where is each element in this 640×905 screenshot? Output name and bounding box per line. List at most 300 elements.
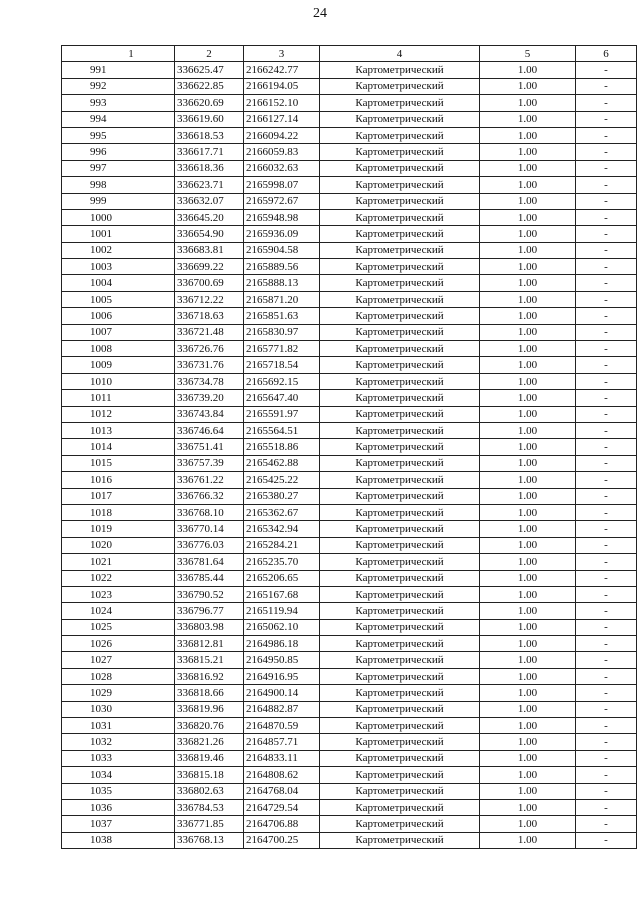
x-coordinate-cell: 336746.64 — [175, 422, 244, 438]
point-number-cell: 1005 — [62, 291, 175, 307]
point-number-cell: 1022 — [62, 570, 175, 586]
accuracy-cell: 1.00 — [480, 95, 576, 111]
y-coordinate-cell: 2165284.21 — [244, 537, 320, 553]
note-cell: - — [576, 799, 637, 815]
header-cell-2: 2 — [175, 46, 244, 62]
y-coordinate-cell: 2165889.56 — [244, 259, 320, 275]
method-cell: Картометрический — [320, 832, 480, 848]
point-number-cell: 1008 — [62, 341, 175, 357]
point-number-cell: 1009 — [62, 357, 175, 373]
method-cell: Картометрический — [320, 799, 480, 815]
method-cell: Картометрический — [320, 570, 480, 586]
note-cell: - — [576, 718, 637, 734]
method-cell: Картометрический — [320, 341, 480, 357]
table-row — [62, 537, 637, 553]
note-cell: - — [576, 586, 637, 602]
table-row — [62, 685, 637, 701]
accuracy-cell: 1.00 — [480, 193, 576, 209]
table-row — [62, 226, 637, 242]
point-number-cell: 1006 — [62, 308, 175, 324]
y-coordinate-cell: 2165362.67 — [244, 504, 320, 520]
point-number-cell: 1012 — [62, 406, 175, 422]
point-number-cell: 1011 — [62, 390, 175, 406]
x-coordinate-cell: 336654.90 — [175, 226, 244, 242]
method-cell: Картометрический — [320, 259, 480, 275]
method-cell: Картометрический — [320, 619, 480, 635]
accuracy-cell: 1.00 — [480, 799, 576, 815]
accuracy-cell: 1.00 — [480, 259, 576, 275]
table-row — [62, 324, 637, 340]
table-row — [62, 111, 637, 127]
x-coordinate-cell: 336622.85 — [175, 78, 244, 94]
table-row — [62, 783, 637, 799]
y-coordinate-cell: 2165342.94 — [244, 521, 320, 537]
method-cell: Картометрический — [320, 652, 480, 668]
table-row — [62, 750, 637, 766]
x-coordinate-cell: 336718.63 — [175, 308, 244, 324]
accuracy-cell: 1.00 — [480, 357, 576, 373]
y-coordinate-cell: 2164729.54 — [244, 799, 320, 815]
point-number-cell: 992 — [62, 78, 175, 94]
x-coordinate-cell: 336820.76 — [175, 718, 244, 734]
table-row — [62, 373, 637, 389]
accuracy-cell: 1.00 — [480, 750, 576, 766]
x-coordinate-cell: 336625.47 — [175, 62, 244, 78]
accuracy-cell: 1.00 — [480, 554, 576, 570]
note-cell: - — [576, 242, 637, 258]
x-coordinate-cell: 336699.22 — [175, 259, 244, 275]
method-cell: Картометрический — [320, 767, 480, 783]
point-number-cell: 1038 — [62, 832, 175, 848]
note-cell: - — [576, 636, 637, 652]
y-coordinate-cell: 2165380.27 — [244, 488, 320, 504]
x-coordinate-cell: 336761.22 — [175, 472, 244, 488]
header-cell-4: 4 — [320, 46, 480, 62]
table-row — [62, 259, 637, 275]
note-cell: - — [576, 341, 637, 357]
x-coordinate-cell: 336781.64 — [175, 554, 244, 570]
y-coordinate-cell: 2165972.67 — [244, 193, 320, 209]
accuracy-cell: 1.00 — [480, 701, 576, 717]
method-cell: Картометрический — [320, 144, 480, 160]
note-cell: - — [576, 160, 637, 176]
note-cell: - — [576, 652, 637, 668]
note-cell: - — [576, 816, 637, 832]
point-number-cell: 1013 — [62, 422, 175, 438]
accuracy-cell: 1.00 — [480, 832, 576, 848]
accuracy-cell: 1.00 — [480, 209, 576, 225]
x-coordinate-cell: 336796.77 — [175, 603, 244, 619]
x-coordinate-cell: 336802.63 — [175, 783, 244, 799]
accuracy-cell: 1.00 — [480, 767, 576, 783]
accuracy-cell: 1.00 — [480, 668, 576, 684]
x-coordinate-cell: 336721.48 — [175, 324, 244, 340]
note-cell: - — [576, 455, 637, 471]
x-coordinate-cell: 336816.92 — [175, 668, 244, 684]
table-row — [62, 62, 637, 78]
method-cell: Картометрический — [320, 439, 480, 455]
note-cell: - — [576, 734, 637, 750]
point-number-cell: 1029 — [62, 685, 175, 701]
note-cell: - — [576, 750, 637, 766]
note-cell: - — [576, 685, 637, 701]
x-coordinate-cell: 336821.26 — [175, 734, 244, 750]
x-coordinate-cell: 336819.46 — [175, 750, 244, 766]
y-coordinate-cell: 2165647.40 — [244, 390, 320, 406]
note-cell: - — [576, 554, 637, 570]
table-row — [62, 160, 637, 176]
method-cell: Картометрический — [320, 537, 480, 553]
accuracy-cell: 1.00 — [480, 455, 576, 471]
method-cell: Картометрический — [320, 718, 480, 734]
header-cell-1: 1 — [62, 46, 175, 62]
x-coordinate-cell: 336784.53 — [175, 799, 244, 815]
method-cell: Картометрический — [320, 521, 480, 537]
x-coordinate-cell: 336623.71 — [175, 177, 244, 193]
y-coordinate-cell: 2164768.04 — [244, 783, 320, 799]
table-row — [62, 734, 637, 750]
accuracy-cell: 1.00 — [480, 783, 576, 799]
point-number-cell: 1025 — [62, 619, 175, 635]
note-cell: - — [576, 209, 637, 225]
note-cell: - — [576, 357, 637, 373]
x-coordinate-cell: 336632.07 — [175, 193, 244, 209]
y-coordinate-cell: 2165692.15 — [244, 373, 320, 389]
y-coordinate-cell: 2165718.54 — [244, 357, 320, 373]
note-cell: - — [576, 390, 637, 406]
point-number-cell: 1020 — [62, 537, 175, 553]
accuracy-cell: 1.00 — [480, 373, 576, 389]
accuracy-cell: 1.00 — [480, 472, 576, 488]
point-number-cell: 1033 — [62, 750, 175, 766]
table-row — [62, 308, 637, 324]
x-coordinate-cell: 336700.69 — [175, 275, 244, 291]
y-coordinate-cell: 2164833.11 — [244, 750, 320, 766]
note-cell: - — [576, 275, 637, 291]
table-row — [62, 718, 637, 734]
point-number-cell: 1000 — [62, 209, 175, 225]
accuracy-cell: 1.00 — [480, 619, 576, 635]
note-cell: - — [576, 832, 637, 848]
point-number-cell: 997 — [62, 160, 175, 176]
note-cell: - — [576, 308, 637, 324]
y-coordinate-cell: 2166242.77 — [244, 62, 320, 78]
accuracy-cell: 1.00 — [480, 78, 576, 94]
point-number-cell: 1035 — [62, 783, 175, 799]
accuracy-cell: 1.00 — [480, 144, 576, 160]
accuracy-cell: 1.00 — [480, 62, 576, 78]
note-cell: - — [576, 324, 637, 340]
note-cell: - — [576, 701, 637, 717]
note-cell: - — [576, 127, 637, 143]
accuracy-cell: 1.00 — [480, 504, 576, 520]
accuracy-cell: 1.00 — [480, 390, 576, 406]
point-number-cell: 1024 — [62, 603, 175, 619]
method-cell: Картометрический — [320, 750, 480, 766]
point-number-cell: 1037 — [62, 816, 175, 832]
note-cell: - — [576, 537, 637, 553]
point-number-cell: 1014 — [62, 439, 175, 455]
table-row — [62, 767, 637, 783]
method-cell: Картометрический — [320, 734, 480, 750]
accuracy-cell: 1.00 — [480, 422, 576, 438]
method-cell: Картометрический — [320, 308, 480, 324]
x-coordinate-cell: 336645.20 — [175, 209, 244, 225]
method-cell: Картометрический — [320, 504, 480, 520]
table-row — [62, 455, 637, 471]
accuracy-cell: 1.00 — [480, 308, 576, 324]
point-number-cell: 1021 — [62, 554, 175, 570]
point-number-cell: 1026 — [62, 636, 175, 652]
method-cell: Картометрический — [320, 668, 480, 684]
y-coordinate-cell: 2165235.70 — [244, 554, 320, 570]
note-cell: - — [576, 111, 637, 127]
point-number-cell: 1004 — [62, 275, 175, 291]
accuracy-cell: 1.00 — [480, 226, 576, 242]
method-cell: Картометрический — [320, 78, 480, 94]
method-cell: Картометрический — [320, 554, 480, 570]
y-coordinate-cell: 2166032.63 — [244, 160, 320, 176]
x-coordinate-cell: 336803.98 — [175, 619, 244, 635]
table-row — [62, 832, 637, 848]
y-coordinate-cell: 2164882.87 — [244, 701, 320, 717]
method-cell: Картометрический — [320, 324, 480, 340]
table-row — [62, 570, 637, 586]
x-coordinate-cell: 336819.96 — [175, 701, 244, 717]
table-row — [62, 275, 637, 291]
header-cell-3: 3 — [244, 46, 320, 62]
point-number-cell: 1031 — [62, 718, 175, 734]
method-cell: Картометрический — [320, 455, 480, 471]
x-coordinate-cell: 336617.71 — [175, 144, 244, 160]
y-coordinate-cell: 2164808.62 — [244, 767, 320, 783]
x-coordinate-cell: 336818.66 — [175, 685, 244, 701]
point-number-cell: 1027 — [62, 652, 175, 668]
y-coordinate-cell: 2165904.58 — [244, 242, 320, 258]
note-cell: - — [576, 226, 637, 242]
accuracy-cell: 1.00 — [480, 439, 576, 455]
accuracy-cell: 1.00 — [480, 111, 576, 127]
x-coordinate-cell: 336619.60 — [175, 111, 244, 127]
x-coordinate-cell: 336743.84 — [175, 406, 244, 422]
point-number-cell: 1019 — [62, 521, 175, 537]
x-coordinate-cell: 336768.10 — [175, 504, 244, 520]
coordinates-table — [61, 45, 637, 849]
table-row — [62, 586, 637, 602]
x-coordinate-cell: 336768.13 — [175, 832, 244, 848]
note-cell: - — [576, 439, 637, 455]
accuracy-cell: 1.00 — [480, 685, 576, 701]
y-coordinate-cell: 2165936.09 — [244, 226, 320, 242]
method-cell: Картометрический — [320, 488, 480, 504]
method-cell: Картометрический — [320, 406, 480, 422]
x-coordinate-cell: 336790.52 — [175, 586, 244, 602]
table-row — [62, 701, 637, 717]
y-coordinate-cell: 2165062.10 — [244, 619, 320, 635]
point-number-cell: 1032 — [62, 734, 175, 750]
accuracy-cell: 1.00 — [480, 734, 576, 750]
y-coordinate-cell: 2165425.22 — [244, 472, 320, 488]
note-cell: - — [576, 259, 637, 275]
accuracy-cell: 1.00 — [480, 521, 576, 537]
accuracy-cell: 1.00 — [480, 537, 576, 553]
y-coordinate-cell: 2165871.20 — [244, 291, 320, 307]
accuracy-cell: 1.00 — [480, 406, 576, 422]
y-coordinate-cell: 2165462.88 — [244, 455, 320, 471]
method-cell: Картометрический — [320, 816, 480, 832]
note-cell: - — [576, 62, 637, 78]
y-coordinate-cell: 2164700.25 — [244, 832, 320, 848]
point-number-cell: 1034 — [62, 767, 175, 783]
method-cell: Картометрический — [320, 160, 480, 176]
point-number-cell: 999 — [62, 193, 175, 209]
accuracy-cell: 1.00 — [480, 570, 576, 586]
method-cell: Картометрический — [320, 390, 480, 406]
method-cell: Картометрический — [320, 62, 480, 78]
note-cell: - — [576, 95, 637, 111]
table-row — [62, 193, 637, 209]
note-cell: - — [576, 619, 637, 635]
point-number-cell: 993 — [62, 95, 175, 111]
table-row — [62, 127, 637, 143]
table-row — [62, 390, 637, 406]
point-number-cell: 1007 — [62, 324, 175, 340]
x-coordinate-cell: 336734.78 — [175, 373, 244, 389]
x-coordinate-cell: 336618.36 — [175, 160, 244, 176]
y-coordinate-cell: 2165998.07 — [244, 177, 320, 193]
table-row — [62, 209, 637, 225]
table-row — [62, 816, 637, 832]
y-coordinate-cell: 2166127.14 — [244, 111, 320, 127]
table-row — [62, 554, 637, 570]
accuracy-cell: 1.00 — [480, 816, 576, 832]
y-coordinate-cell: 2164706.88 — [244, 816, 320, 832]
accuracy-cell: 1.00 — [480, 324, 576, 340]
accuracy-cell: 1.00 — [480, 291, 576, 307]
method-cell: Картометрический — [320, 586, 480, 602]
point-number-cell: 1015 — [62, 455, 175, 471]
point-number-cell: 996 — [62, 144, 175, 160]
table-body — [62, 62, 637, 849]
header-row — [62, 46, 637, 62]
method-cell: Картометрический — [320, 701, 480, 717]
x-coordinate-cell: 336683.81 — [175, 242, 244, 258]
y-coordinate-cell: 2166059.83 — [244, 144, 320, 160]
accuracy-cell: 1.00 — [480, 341, 576, 357]
point-number-cell: 1017 — [62, 488, 175, 504]
header-cell-6: 6 — [576, 46, 637, 62]
method-cell: Картометрический — [320, 193, 480, 209]
point-number-cell: 1023 — [62, 586, 175, 602]
accuracy-cell: 1.00 — [480, 603, 576, 619]
method-cell: Картометрический — [320, 275, 480, 291]
table-row — [62, 242, 637, 258]
method-cell: Картометрический — [320, 209, 480, 225]
y-coordinate-cell: 2165564.51 — [244, 422, 320, 438]
x-coordinate-cell: 336815.21 — [175, 652, 244, 668]
table-header — [62, 46, 637, 62]
point-number-cell: 1016 — [62, 472, 175, 488]
note-cell: - — [576, 570, 637, 586]
y-coordinate-cell: 2166094.22 — [244, 127, 320, 143]
method-cell: Картометрический — [320, 291, 480, 307]
table-row — [62, 439, 637, 455]
y-coordinate-cell: 2164870.59 — [244, 718, 320, 734]
table-row — [62, 603, 637, 619]
y-coordinate-cell: 2164857.71 — [244, 734, 320, 750]
y-coordinate-cell: 2164900.14 — [244, 685, 320, 701]
table-row — [62, 488, 637, 504]
point-number-cell: 1003 — [62, 259, 175, 275]
y-coordinate-cell: 2165518.86 — [244, 439, 320, 455]
note-cell: - — [576, 783, 637, 799]
x-coordinate-cell: 336815.18 — [175, 767, 244, 783]
point-number-cell: 994 — [62, 111, 175, 127]
x-coordinate-cell: 336712.22 — [175, 291, 244, 307]
table-row — [62, 504, 637, 520]
x-coordinate-cell: 336785.44 — [175, 570, 244, 586]
point-number-cell: 1018 — [62, 504, 175, 520]
table-row — [62, 799, 637, 815]
accuracy-cell: 1.00 — [480, 488, 576, 504]
x-coordinate-cell: 336770.14 — [175, 521, 244, 537]
accuracy-cell: 1.00 — [480, 242, 576, 258]
y-coordinate-cell: 2165830.97 — [244, 324, 320, 340]
table-row — [62, 177, 637, 193]
point-number-cell: 991 — [62, 62, 175, 78]
page-number: 24 — [313, 6, 327, 21]
table-row — [62, 619, 637, 635]
table-row — [62, 521, 637, 537]
method-cell: Картометрический — [320, 95, 480, 111]
note-cell: - — [576, 78, 637, 94]
y-coordinate-cell: 2165771.82 — [244, 341, 320, 357]
note-cell: - — [576, 291, 637, 307]
note-cell: - — [576, 767, 637, 783]
point-number-cell: 1001 — [62, 226, 175, 242]
x-coordinate-cell: 336776.03 — [175, 537, 244, 553]
method-cell: Картометрический — [320, 783, 480, 799]
table-row — [62, 636, 637, 652]
table-row — [62, 341, 637, 357]
method-cell: Картометрический — [320, 226, 480, 242]
table-row — [62, 406, 637, 422]
x-coordinate-cell: 336620.69 — [175, 95, 244, 111]
x-coordinate-cell: 336812.81 — [175, 636, 244, 652]
note-cell: - — [576, 177, 637, 193]
x-coordinate-cell: 336726.76 — [175, 341, 244, 357]
accuracy-cell: 1.00 — [480, 177, 576, 193]
point-number-cell: 1030 — [62, 701, 175, 717]
x-coordinate-cell: 336757.39 — [175, 455, 244, 471]
x-coordinate-cell: 336618.53 — [175, 127, 244, 143]
y-coordinate-cell: 2165948.98 — [244, 209, 320, 225]
y-coordinate-cell: 2165119.94 — [244, 603, 320, 619]
table-row — [62, 291, 637, 307]
x-coordinate-cell: 336751.41 — [175, 439, 244, 455]
note-cell: - — [576, 521, 637, 537]
note-cell: - — [576, 668, 637, 684]
y-coordinate-cell: 2165206.65 — [244, 570, 320, 586]
accuracy-cell: 1.00 — [480, 275, 576, 291]
method-cell: Картометрический — [320, 685, 480, 701]
note-cell: - — [576, 373, 637, 389]
y-coordinate-cell: 2165888.13 — [244, 275, 320, 291]
note-cell: - — [576, 406, 637, 422]
note-cell: - — [576, 488, 637, 504]
accuracy-cell: 1.00 — [480, 652, 576, 668]
accuracy-cell: 1.00 — [480, 160, 576, 176]
